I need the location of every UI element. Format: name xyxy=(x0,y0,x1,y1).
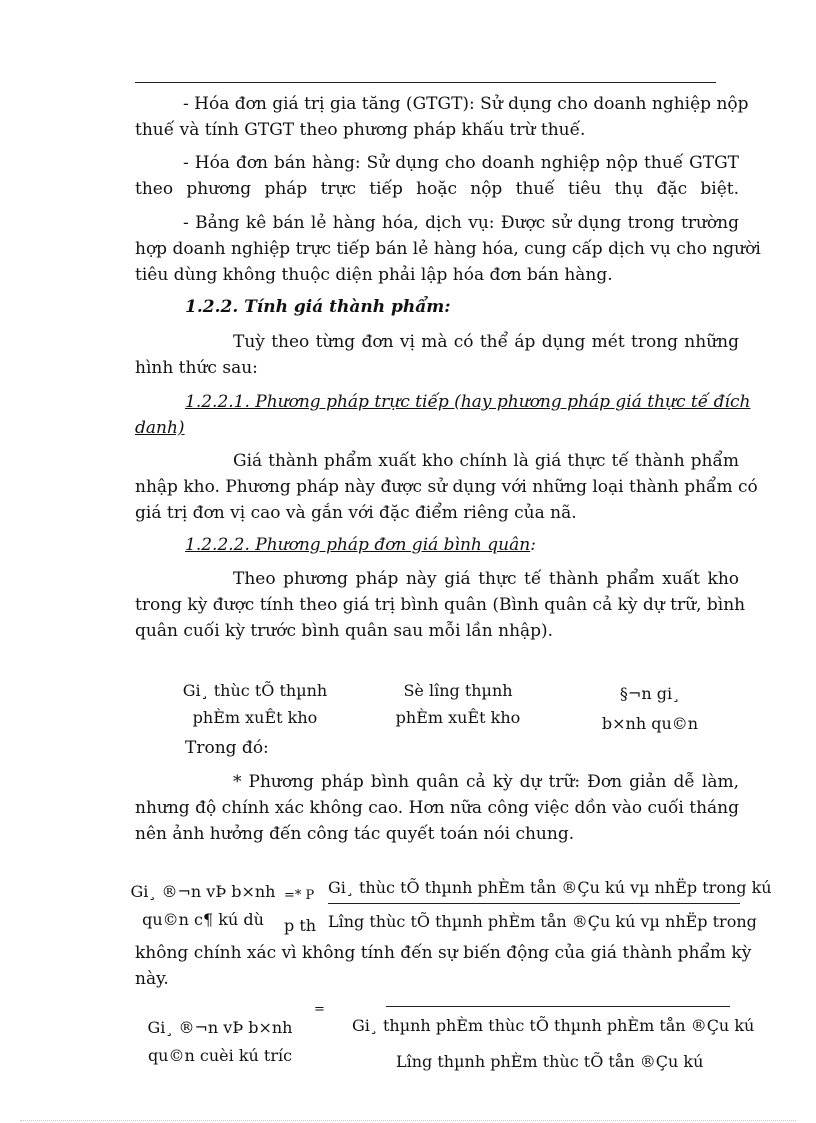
formula-text: Sè lîng thµnh xyxy=(403,681,513,700)
text-line: nhưng độ chính xác không cao. Hơn nữa công việc dồn vào cuối tháng xyxy=(135,798,739,818)
paragraph-gtgt-invoice xyxy=(135,91,749,143)
formula3-numerator: Gi¸ thµnh phÈm thùc tÕ thµnh phÈm tån ®Çu kú xyxy=(352,1016,755,1035)
text-line: 1.2.2.1. Phương pháp trực tiếp (hay phương pháp giá thực tế đích xyxy=(185,392,751,412)
formula2-denominator: Lîng thùc tÕ thµnh phÈm tån ®Çu kú vµ nhËp trong xyxy=(328,912,757,931)
page-bottom-border xyxy=(20,1120,796,1121)
formula-text: §¬n gi¸ xyxy=(619,684,681,703)
text-line: Giá thành phẩm xuất kho chính là giá thực tế thành phẩm xyxy=(233,451,739,471)
text-line: quân cuối kỳ trước bình quân sau mỗi lần nhập). xyxy=(135,621,554,641)
text-line: giá trị đơn vị cao và gắn với đặc điểm riêng của nã. xyxy=(135,503,577,523)
formula3-left xyxy=(140,1014,300,1070)
formula1-col2 xyxy=(383,677,533,731)
formula3-top-rule xyxy=(386,1006,730,1007)
text-line: nhập kho. Phương pháp này được sử dụng với những loại thành phẩm có xyxy=(135,477,758,497)
formula2-numerator: Gi¸ thùc tÕ thµnh phÈm tån ®Çu kú vµ nhËp trong kú xyxy=(328,878,772,897)
text-line: - Bảng kê bán lẻ hàng hóa, dịch vụ: Được sử dụng trong trường xyxy=(183,213,739,233)
text-line: không chính xác vì không tính đến sự biến động của giá thành phẩm kỳ xyxy=(135,943,752,963)
paragraph-inaccuracy xyxy=(135,940,752,992)
text-line: hình thức sau: xyxy=(135,358,258,378)
subheading-1-2-2-2 xyxy=(185,535,536,555)
header-rule xyxy=(135,82,716,83)
formula-text: Gi¸ ®¬n vÞ b×nh xyxy=(130,882,276,901)
text-line: hợp doanh nghiệp trực tiếp bán lẻ hàng hóa, cung cấp dịch vụ cho người xyxy=(135,239,761,259)
paragraph-full-period-average xyxy=(135,769,739,847)
subheading-text: 1.2.2.2. Phương pháp đơn giá bình quân xyxy=(185,535,531,555)
formula-text: Gi¸ ®¬n vÞ b×nh xyxy=(147,1018,293,1037)
text-line: * Phương pháp bình quân cả kỳ dự trữ: Đơn giản dễ làm, xyxy=(233,772,739,792)
formula2-equals: =* P xyxy=(284,888,315,903)
paragraph-average-method xyxy=(135,566,746,644)
formula-text: b×nh qu©n xyxy=(601,714,699,733)
text-line: Tuỳ theo từng đơn vị mà có thể áp dụng mét trong những xyxy=(233,332,739,352)
text-line: theo phương pháp trực tiếp hoặc nộp thuế tiêu thụ đặc biệt. xyxy=(135,179,739,199)
text-line: danh) xyxy=(135,418,185,438)
formula2-equals-fragment: p th xyxy=(284,916,317,935)
text-line: - Hóa đơn giá trị gia tăng (GTGT): Sử dụng cho doanh nghiệp nộp xyxy=(183,94,749,114)
formula1-col1 xyxy=(180,677,330,731)
formula3-equals: = xyxy=(314,1002,325,1017)
formula-text: phÈm xuÊt kho xyxy=(395,708,521,727)
formula-text: qu©n c¶ kú dù xyxy=(142,910,264,929)
paragraph-direct-method xyxy=(135,448,758,526)
text-line: nên ảnh hưởng đến công tác quyết toán nói chung. xyxy=(135,824,575,844)
formula-text: Gi¸ thùc tÕ thµnh xyxy=(182,681,328,700)
formula2-left xyxy=(128,878,278,934)
text-line: - Hóa đơn bán hàng: Sử dụng cho doanh nghiệp nộp thuế GTGT xyxy=(183,153,739,173)
formula1-col3 xyxy=(580,679,720,739)
text-line: Theo phương pháp này giá thực tế thành phẩm xuất kho xyxy=(233,569,739,589)
text-line: thuế và tính GTGT theo phương pháp khấu trừ thuế. xyxy=(135,120,586,140)
formula2-fraction-line xyxy=(328,903,740,904)
subheading-colon: : xyxy=(530,535,536,555)
formula-text: phÈm xuÊt kho xyxy=(192,708,318,727)
formula3-denominator: Lîng thµnh phÈm thùc tÕ tån ®Çu kú xyxy=(396,1052,704,1071)
section-heading-1-2-2: 1.2.2. Tính giá thành phẩm: xyxy=(185,297,451,317)
paragraph-sales-invoice xyxy=(135,150,739,202)
paragraph-methods-intro xyxy=(135,329,739,381)
text-line: tiêu dùng không thuộc diện phải lập hóa đơn bán hàng. xyxy=(135,265,613,285)
trong-do-label: Trong đó: xyxy=(185,738,269,758)
paragraph-retail-list xyxy=(135,210,761,288)
text-line: này. xyxy=(135,969,169,989)
subheading-1-2-2-1 xyxy=(135,389,751,441)
formula-text: qu©n cuèi kú tríc xyxy=(147,1046,293,1065)
text-line: trong kỳ được tính theo giá trị bình quân (Bình quân cả kỳ dự trữ, bình xyxy=(135,595,746,615)
